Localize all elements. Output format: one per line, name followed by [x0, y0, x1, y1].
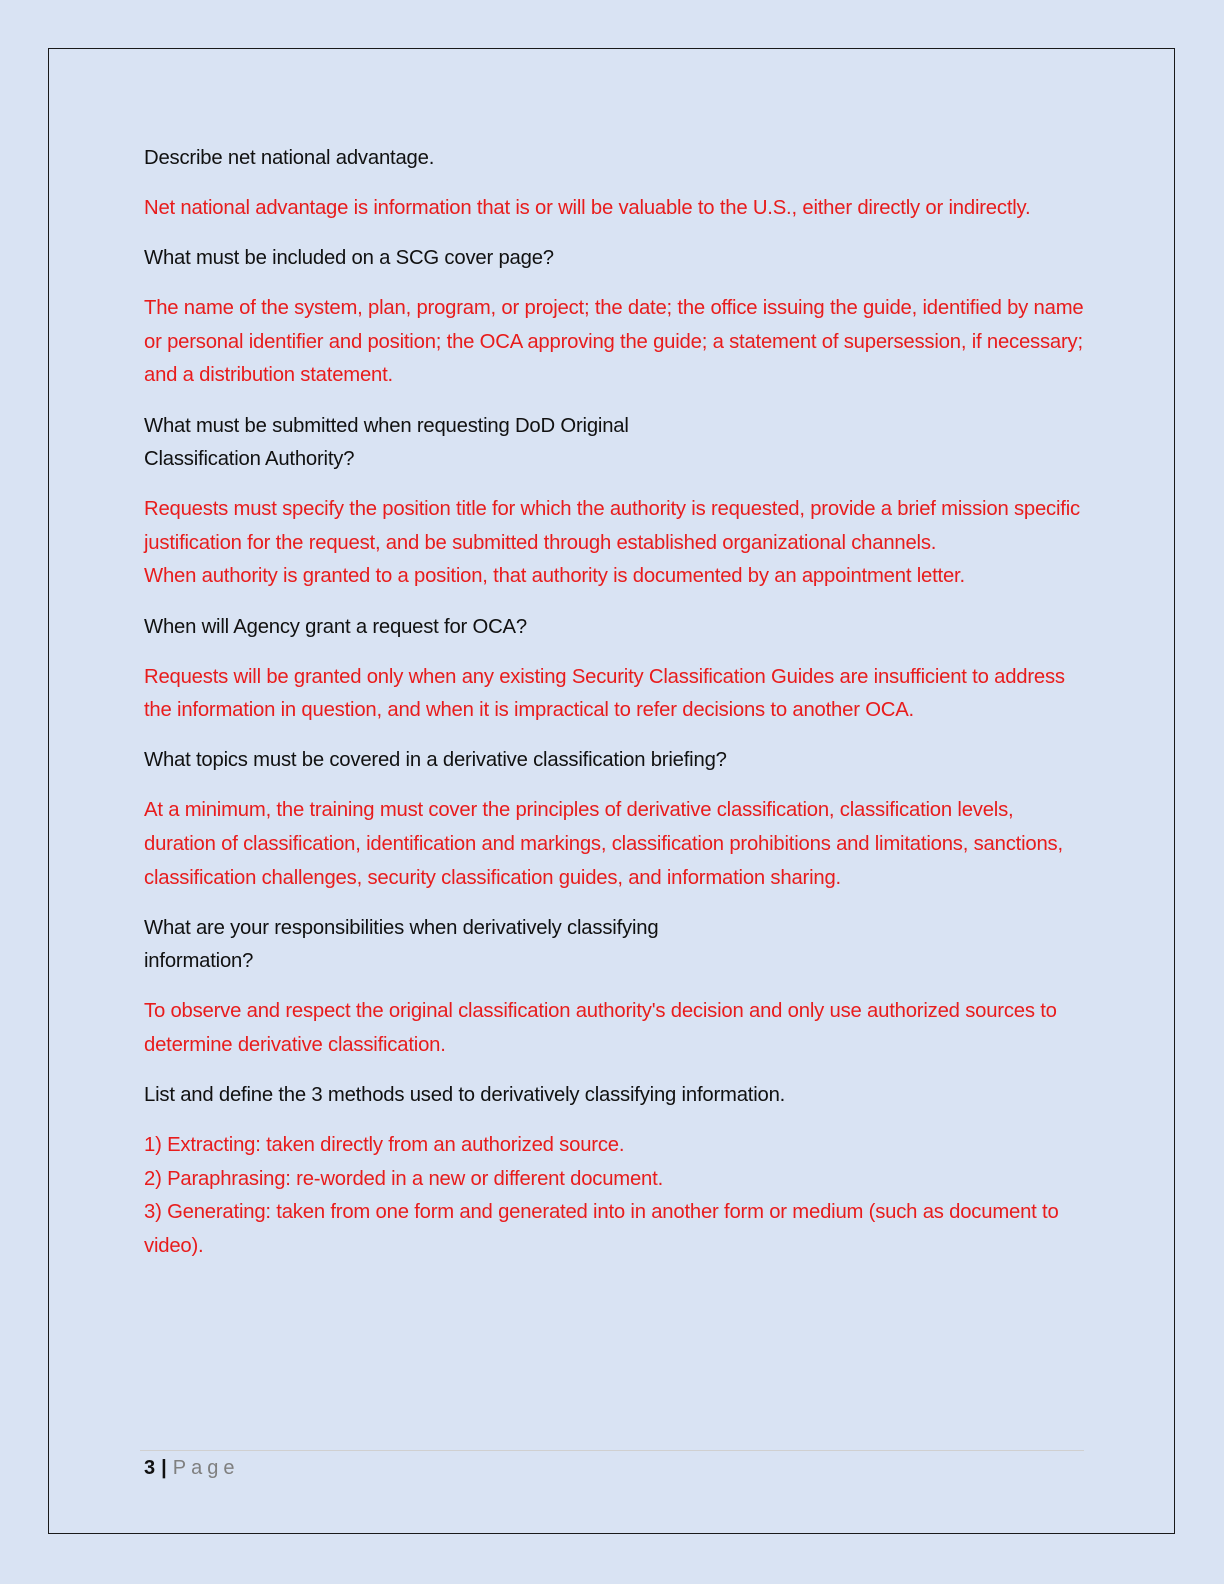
document-body	[144, 142, 1084, 1280]
answer-line: 2) Paraphrasing: re-worded in a new or different document.	[144, 1167, 664, 1190]
question-paragraph	[144, 242, 1084, 276]
answer-line: To observe and respect the original classification authority's decision and only use authorized sources to determine derivative classification.	[144, 1000, 1057, 1056]
answer-line: Net national advantage is information that is or will be valuable to the U.S., either directly or indirectly.	[144, 197, 1031, 220]
answer-paragraph	[144, 493, 1084, 594]
question-line: List and define the 3 methods used to derivatively classifying information.	[144, 1084, 786, 1107]
question-line: What must be submitted when requesting DoD Original	[144, 414, 629, 437]
question-line: When will Agency grant a request for OCA?	[144, 615, 527, 638]
question-line: Classification Authority?	[144, 448, 355, 471]
page-label: Page	[172, 1457, 240, 1479]
question-line: What must be included on a SCG cover page?	[144, 247, 554, 270]
answer-line: The name of the system, plan, program, or project; the date; the office issuing the guide, identified by name or personal identifier and position; the OCA approving the guide; a statement of supersession, if necessary; and a distribution statement.	[144, 297, 1084, 387]
answer-line: When authority is granted to a position, that authority is documented by an appointment letter.	[144, 565, 965, 588]
answer-line: At a minimum, the training must cover the principles of derivative classification, classification levels, duration of classification, identification and markings, classification prohibitions and limitations, sanctions, classification challenges, security classification guides, and information sharing.	[144, 799, 1063, 889]
answer-line: Requests will be granted only when any existing Security Classification Guides are insufficient to address the information in question, and when it is impractical to refer decisions to another OCA.	[144, 665, 1065, 722]
answer-paragraph	[144, 661, 1084, 728]
page-footer	[144, 1454, 239, 1482]
answer-line: justification for the request, and be submitted through established organizational channels.	[144, 531, 937, 554]
footer-separator: |	[161, 1457, 167, 1479]
answer-line: 1) Extracting: taken directly from an authorized source.	[144, 1134, 625, 1157]
question-paragraph	[144, 912, 1084, 979]
answer-paragraph	[144, 995, 1084, 1062]
question-line: What topics must be covered in a derivative classification briefing?	[144, 749, 727, 772]
question-line: information?	[144, 950, 254, 973]
footer-rule	[140, 1450, 1084, 1451]
answer-paragraph	[144, 794, 1084, 895]
question-line: What are your responsibilities when derivatively classifying	[144, 916, 659, 939]
answer-paragraph	[144, 192, 1084, 226]
question-paragraph	[144, 142, 1084, 176]
question-paragraph	[144, 410, 1084, 477]
answer-line: 3) Generating: taken from one form and generated into in another form or medium (such as document to video).	[144, 1201, 1059, 1257]
question-paragraph	[144, 1079, 1084, 1113]
page-number: 3	[144, 1457, 156, 1479]
answer-line: Requests must specify the position title for which the authority is requested, provide a brief mission specific	[144, 498, 1080, 521]
answer-paragraph	[144, 292, 1084, 393]
question-paragraph	[144, 611, 1084, 645]
question-line: Describe net national advantage.	[144, 147, 435, 169]
question-paragraph	[144, 744, 1084, 778]
answer-paragraph	[144, 1129, 1084, 1263]
